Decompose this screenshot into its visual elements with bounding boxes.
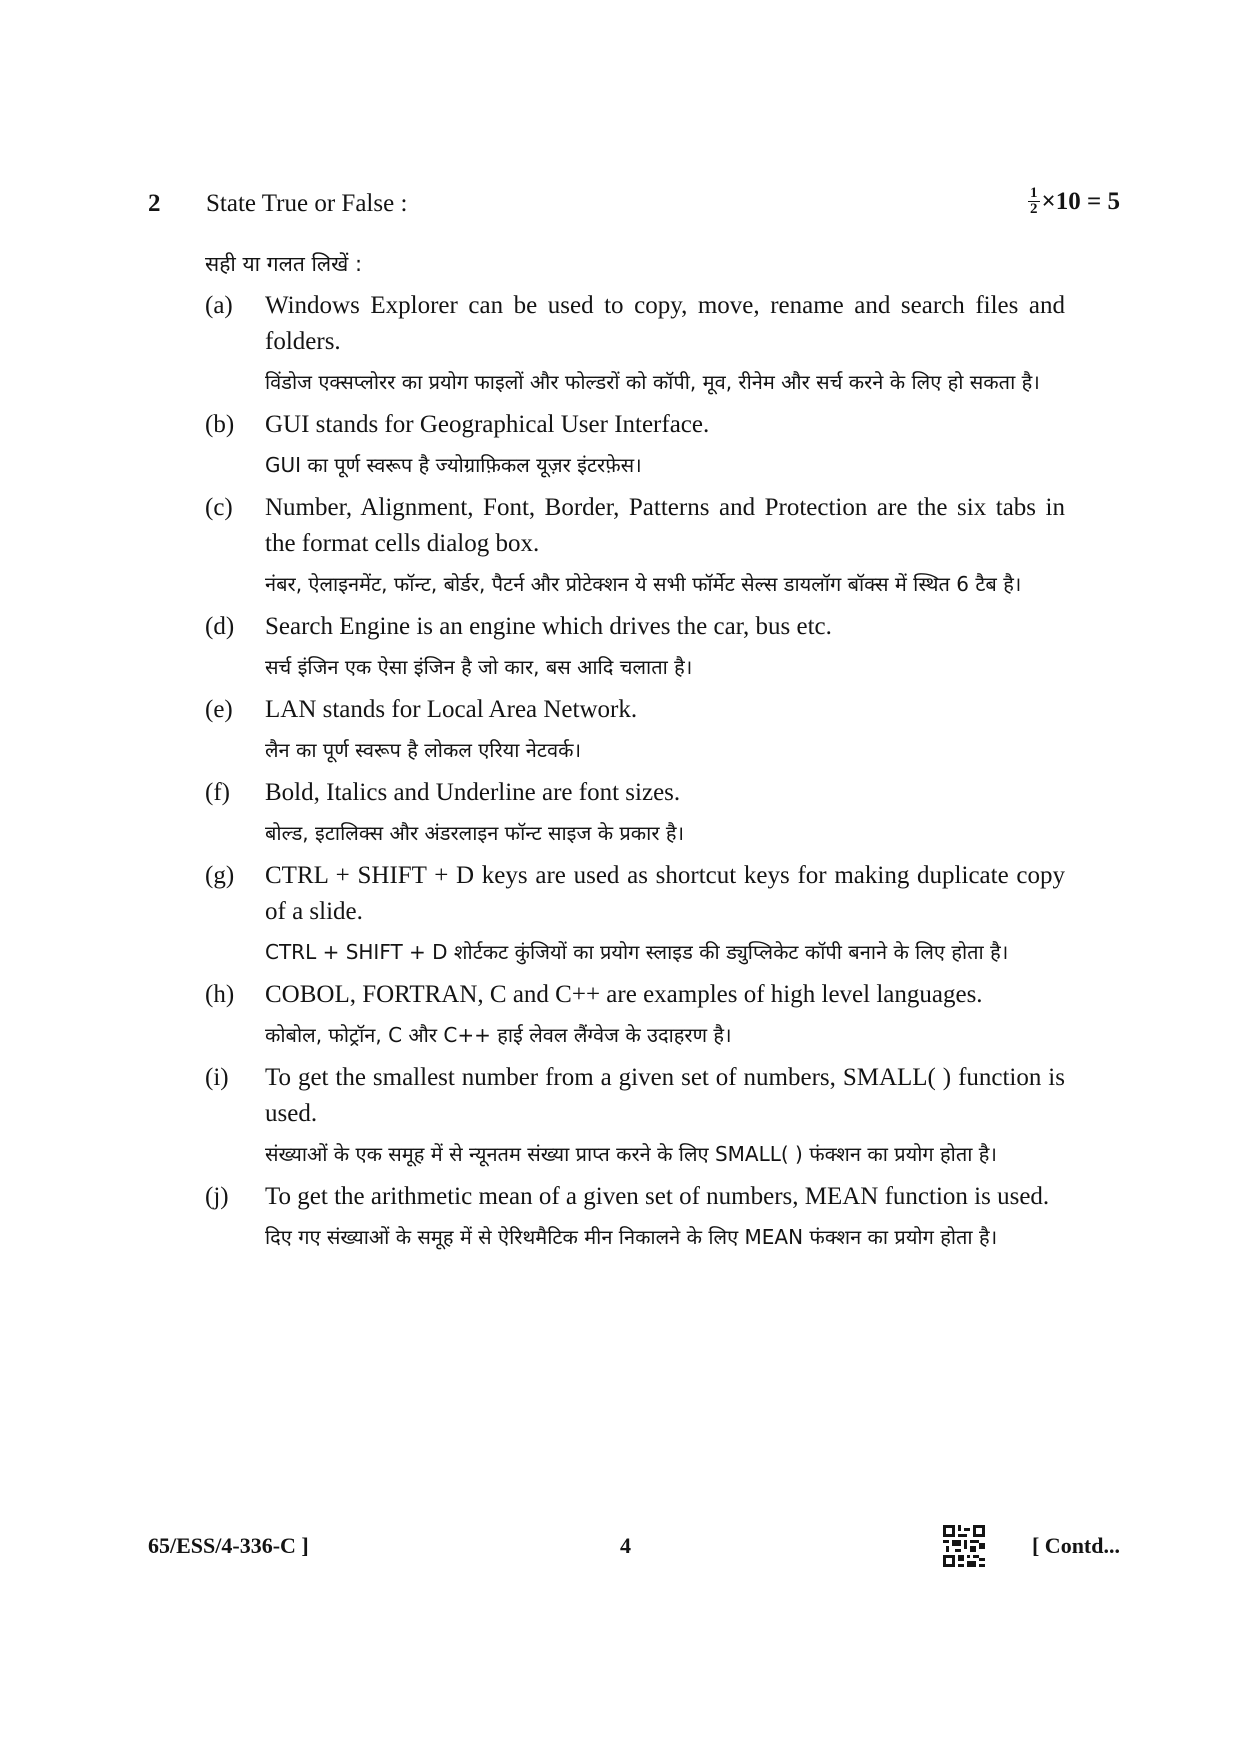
item-hindi-text: कोबोल, फोट्रॉन, C और C++ हाई लेवल लैंग्वेज के उदाहरण है। bbox=[265, 1023, 732, 1047]
item-label: (h) bbox=[205, 981, 235, 1008]
item-hindi-text: बोल्ड, इटालिक्स और अंडरलाइन फॉन्ट साइज के प्रकार है। bbox=[265, 821, 685, 845]
question-item-e bbox=[205, 692, 1065, 769]
item-english-text: LAN stands for Local Area Network. bbox=[265, 696, 638, 723]
item-label: (g) bbox=[205, 862, 235, 889]
question-item-d bbox=[205, 609, 1065, 686]
question-item-c bbox=[205, 490, 1065, 603]
marks-rest: ×10 = 5 bbox=[1041, 187, 1120, 215]
item-english-text: To get the smallest number from a given set of numbers, SMALL( ) function is used. bbox=[265, 1064, 1065, 1127]
page-number: 4 bbox=[620, 1533, 631, 1558]
item-english-text: CTRL + SHIFT + D keys are used as shortcut keys for making duplicate copy of a slide. bbox=[265, 862, 1065, 925]
item-label: (d) bbox=[205, 613, 235, 640]
question-prompt-hindi: सही या गलत लिखें : bbox=[205, 252, 363, 276]
item-hindi-text: लैन का पूर्ण स्वरूप है लोकल एरिया नेटवर्क। bbox=[265, 738, 582, 762]
item-label: (b) bbox=[205, 411, 235, 438]
item-hindi-text: सर्च इंजिन एक ऐसा इंजिन है जो कार, बस आदि चलाता है। bbox=[265, 655, 693, 679]
fraction-numerator: 1 bbox=[1030, 185, 1038, 201]
item-label: (i) bbox=[205, 1064, 229, 1091]
item-label: (c) bbox=[205, 494, 233, 521]
question-item-g bbox=[205, 858, 1065, 971]
marks-fraction bbox=[1028, 186, 1040, 217]
item-english-text: COBOL, FORTRAN, C and C++ are examples of high level languages. bbox=[265, 981, 983, 1008]
item-label: (a) bbox=[205, 292, 233, 319]
question-item-b bbox=[205, 407, 1065, 484]
page-footer bbox=[148, 1525, 1120, 1573]
question-item-f bbox=[205, 775, 1065, 852]
item-hindi-text: GUI का पूर्ण स्वरूप है ज्योग्राफ़िकल यूज़र इंटरफ़ेस। bbox=[265, 453, 642, 477]
qr-code-icon bbox=[943, 1525, 985, 1567]
item-hindi-text: CTRL + SHIFT + D शोर्टकट कुंजियों का प्रयोग स्लाइड की ड्युप्लिकेट कॉपी बनाने के लिए होता है। bbox=[265, 940, 1009, 964]
item-label: (f) bbox=[205, 779, 230, 806]
item-english-text: Windows Explorer can be used to copy, move, rename and search files and folders. bbox=[265, 292, 1065, 355]
item-hindi-text: दिए गए संख्याओं के समूह में से ऐरिथमैटिक मीन निकालने के लिए MEAN फंक्शन का प्रयोग होता है। bbox=[265, 1225, 998, 1249]
item-english-text: Number, Alignment, Font, Border, Patterns and Protection are the six tabs in the format cells dialog box. bbox=[265, 494, 1065, 557]
paper-code: 65/ESS/4-336-C ] bbox=[148, 1533, 309, 1558]
item-english-text: To get the arithmetic mean of a given set of numbers, MEAN function is used. bbox=[265, 1183, 1050, 1210]
item-english-text: Search Engine is an engine which drives the car, bus etc. bbox=[265, 613, 832, 640]
question-marks bbox=[1028, 186, 1120, 217]
item-hindi-text: विंडोज एक्सप्लोरर का प्रयोग फाइलों और फोल्डरों को कॉपी, मूव, रीनेम और सर्च करने के लिए हो सकता है। bbox=[265, 370, 1040, 394]
continued-label: [ Contd... bbox=[1031, 1533, 1120, 1558]
item-english-text: Bold, Italics and Underline are font sizes. bbox=[265, 779, 681, 806]
question-item-j bbox=[205, 1179, 1065, 1256]
item-label: (j) bbox=[205, 1183, 229, 1210]
question-prompt: State True or False : bbox=[206, 190, 408, 217]
question-items bbox=[205, 288, 1065, 1262]
item-english-text: GUI stands for Geographical User Interface. bbox=[265, 411, 710, 438]
fraction-denominator: 2 bbox=[1030, 201, 1038, 217]
question-item-h bbox=[205, 977, 1065, 1054]
question-number: 2 bbox=[148, 190, 161, 217]
question-item-a bbox=[205, 288, 1065, 401]
question-header bbox=[148, 185, 1120, 230]
item-hindi-text: संख्याओं के एक समूह में से न्यूनतम संख्या प्राप्त करने के लिए SMALL( ) फंक्शन का प्रयोग होता है। bbox=[265, 1142, 997, 1166]
item-hindi-text: नंबर, ऐलाइनमेंट, फॉन्ट, बोर्डर, पैटर्न और प्रोटेक्शन ये सभी फॉर्मेट सेल्स डायलॉग बॉक्स में स्थित 6 टैब है। bbox=[265, 572, 1022, 596]
question-item-i bbox=[205, 1060, 1065, 1173]
item-label: (e) bbox=[205, 696, 233, 723]
